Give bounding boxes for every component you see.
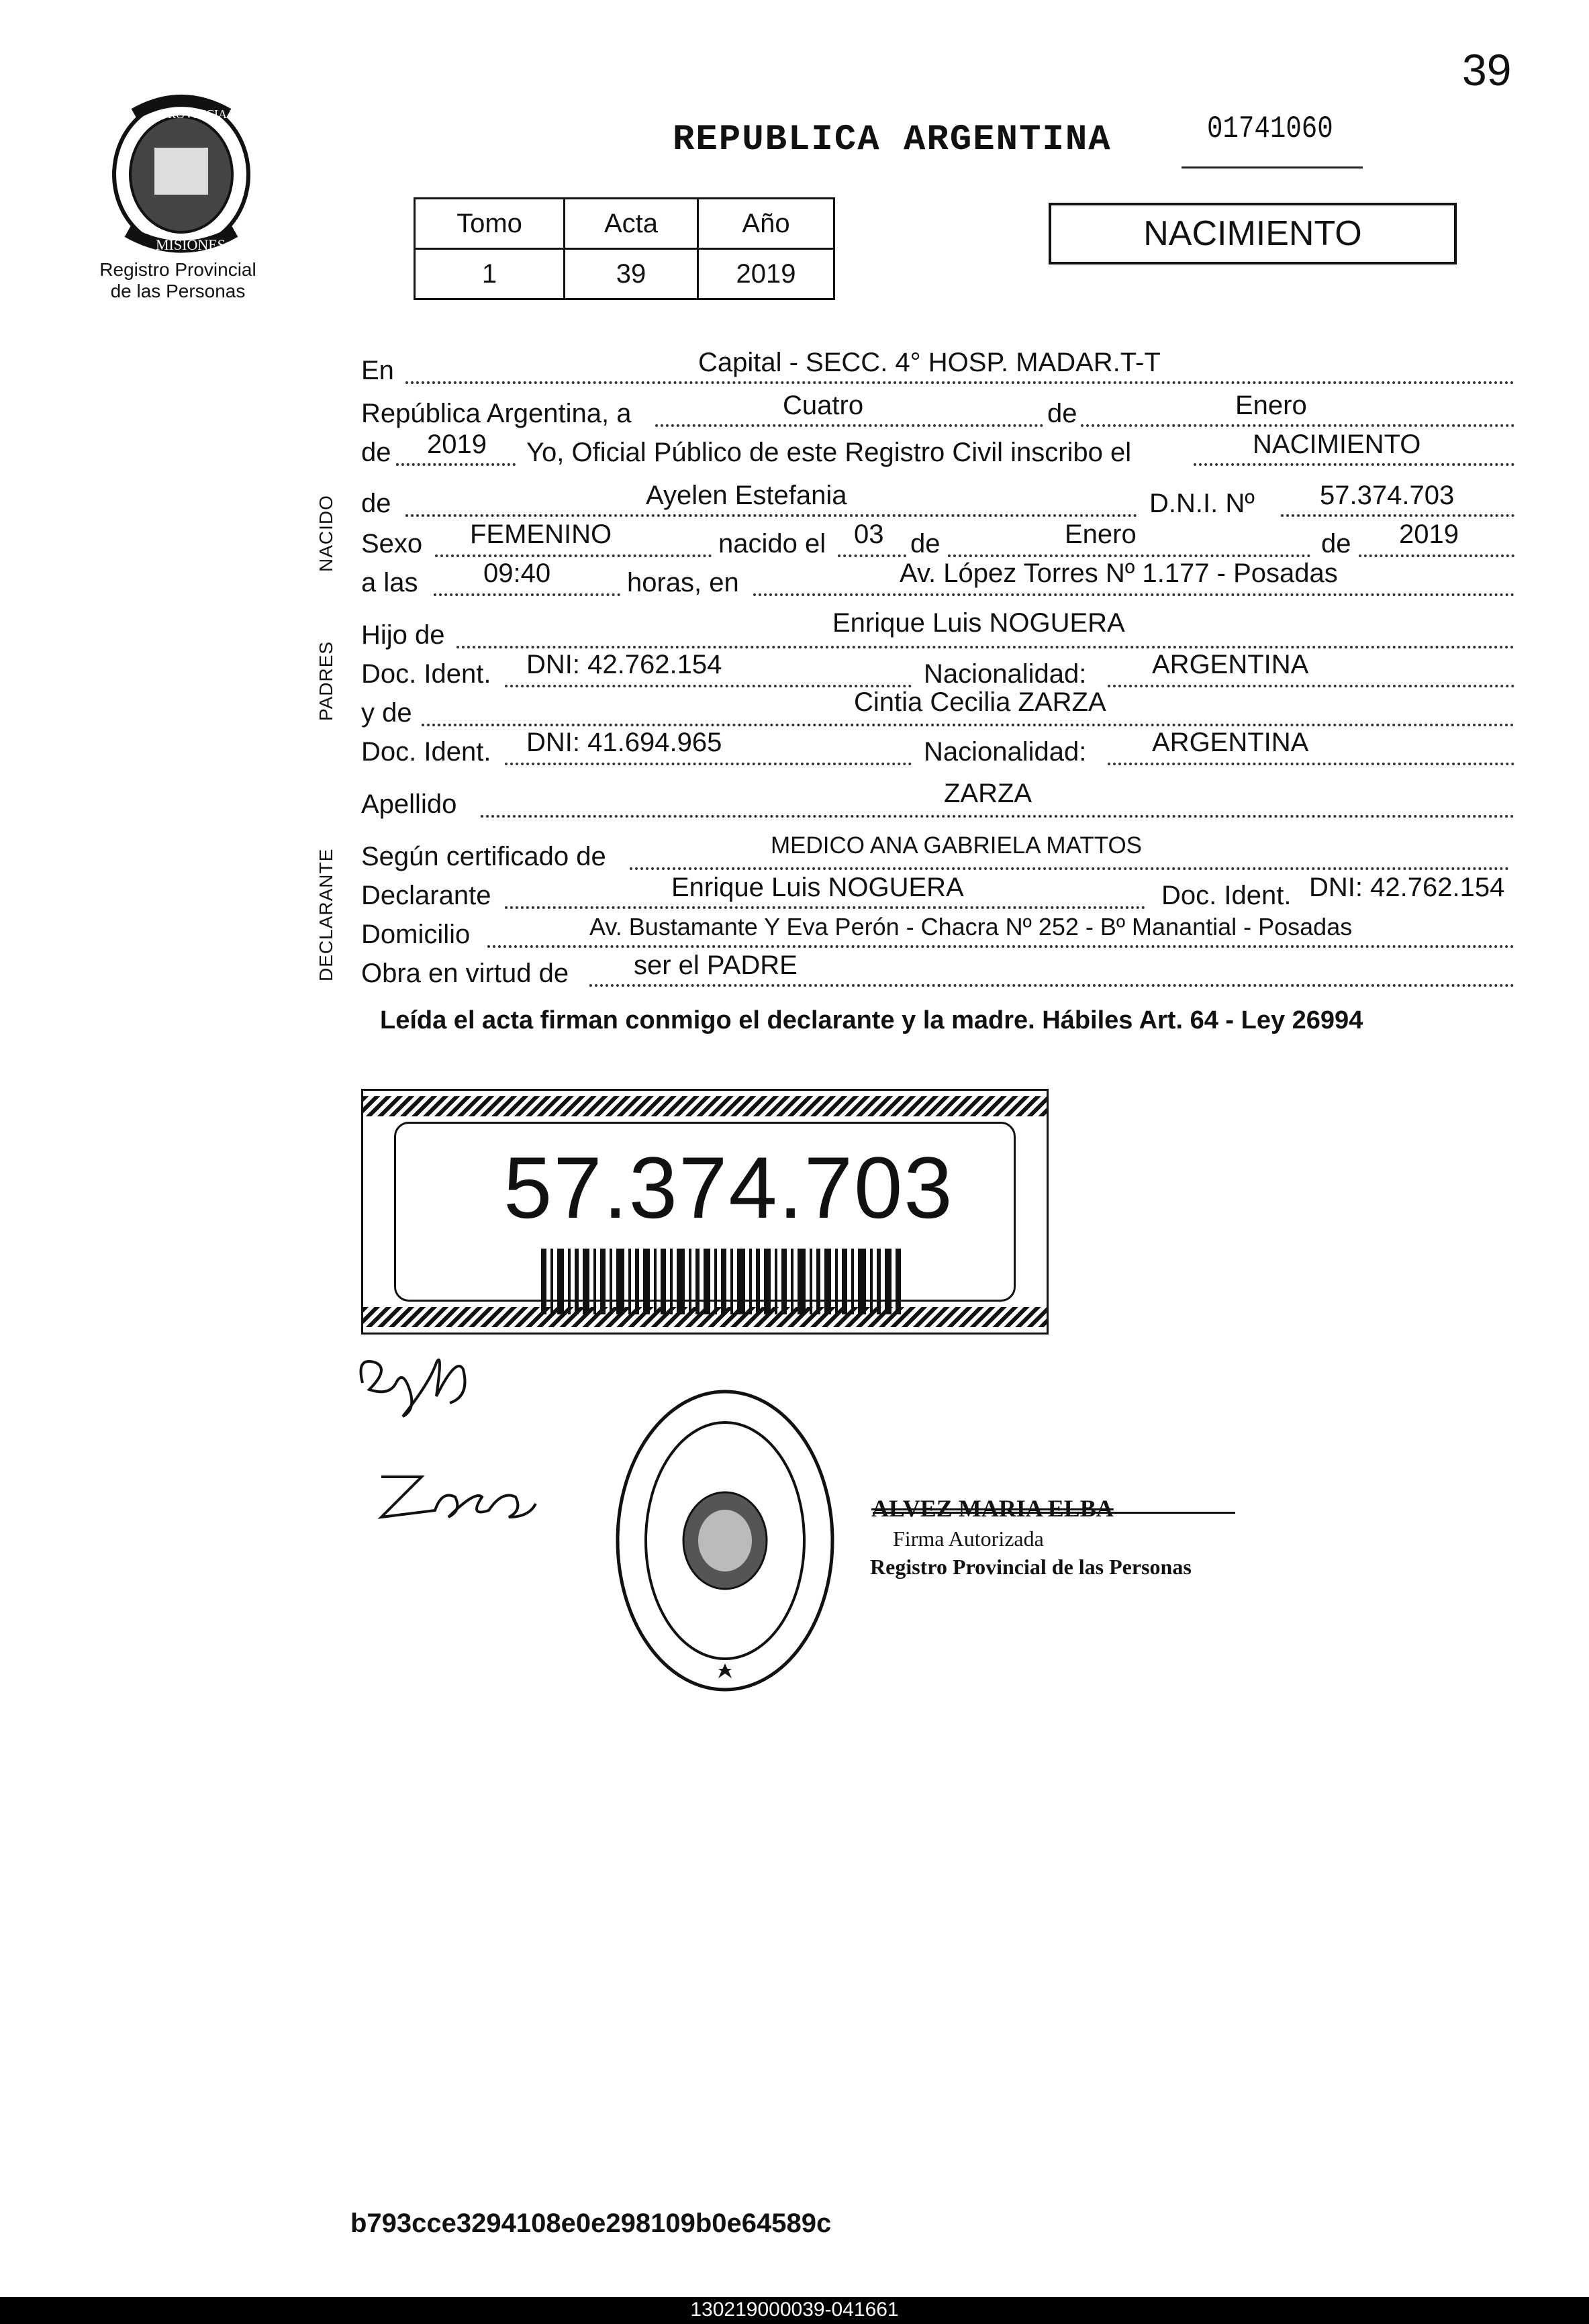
value-declarante-doc: DNI: 42.762.154 [1309, 873, 1505, 902]
value-nac-mes: Enero [1065, 520, 1137, 549]
label-de-anio2: de [1321, 529, 1351, 559]
side-label-padres: PADRES [316, 640, 336, 721]
side-label-declarante: DECLARANTE [316, 848, 336, 981]
label-nacido-el: nacido el [718, 529, 826, 559]
table-header-tomo: Tomo [415, 199, 565, 249]
value-anio: 2019 [427, 430, 487, 459]
value-dni: 57.374.703 [1320, 481, 1455, 510]
table-header-anio: Año [698, 199, 834, 249]
firma-registro: Registro Provincial de las Personas [870, 1555, 1192, 1579]
official-seal-stamp [611, 1383, 839, 1698]
value-padre-doc: DNI: 42.762.154 [526, 650, 722, 679]
signature-declarante [349, 1343, 497, 1450]
serial-underline [1182, 166, 1363, 168]
record-type-box: NACIMIENTO [1049, 203, 1457, 264]
value-domicilio: Av. Bustamante Y Eva Perón - Chacra Nº 252 - Bº Manantial - Posadas [589, 913, 1353, 940]
serial-number: 01741060 [1207, 111, 1333, 146]
tomo-acta-anio-table [414, 197, 835, 300]
label-de-dia: de [910, 529, 941, 559]
firma-autorizada: Firma Autorizada [893, 1527, 1044, 1551]
barcode-icon [541, 1249, 904, 1314]
label-domicilio: Domicilio [361, 920, 471, 949]
label-horas-en: horas, en [627, 568, 739, 597]
value-nombre: Ayelen Estefania [646, 481, 847, 510]
label-y-de: y de [361, 698, 412, 728]
label-doc-ident-1: Doc. Ident. [361, 659, 491, 689]
label-nacionalidad-1: Nacionalidad: [924, 659, 1087, 689]
table-value-acta: 39 [565, 249, 698, 299]
sticker-inner [394, 1122, 1016, 1302]
side-label-nacido: NACIDO [316, 495, 336, 572]
label-segun: Según certificado de [361, 842, 606, 871]
page-number: 39 [1462, 45, 1512, 95]
label-dni: D.N.I. Nº [1149, 489, 1255, 518]
svg-text:PROVINCIA DE: PROVINCIA DE [161, 107, 246, 121]
table-value-anio: 2019 [698, 249, 834, 299]
label-sexo: Sexo [361, 529, 423, 559]
label-republica: República Argentina, a [361, 399, 632, 428]
value-madre-nac: ARGENTINA [1152, 728, 1309, 757]
table-value-tomo: 1 [415, 249, 565, 299]
sticker-number: 57.374.703 [503, 1139, 954, 1237]
logo-caption-line1: Registro Provincial [99, 259, 256, 280]
logo-caption-line2: de las Personas [110, 281, 246, 301]
value-madre: Cintia Cecilia ZARZA [854, 687, 1106, 717]
value-nac-dia: 03 [854, 520, 884, 549]
label-nacionalidad-2: Nacionalidad: [924, 737, 1087, 767]
label-declarante: Declarante [361, 881, 491, 910]
table-header-acta: Acta [565, 199, 698, 249]
value-certificado: MEDICO ANA GABRIELA MATTOS [771, 832, 1143, 859]
footer-code: 130219000039-041661 [690, 2298, 899, 2321]
label-apellido: Apellido [361, 789, 457, 819]
label-de-nombre: de [361, 489, 391, 518]
value-dia-letras: Cuatro [783, 391, 864, 420]
value-acto: NACIMIENTO [1253, 430, 1421, 459]
value-padre-nac: ARGENTINA [1152, 650, 1309, 679]
value-madre-doc: DNI: 41.694.965 [526, 728, 722, 757]
label-a-las: a las [361, 568, 418, 597]
label-doc-ident-2: Doc. Ident. [361, 737, 491, 767]
document-hash: b793cce3294108e0e298109b0e64589c [350, 2209, 832, 2238]
country-title: REPUBLICA ARGENTINA [673, 119, 1112, 160]
value-hora: 09:40 [483, 559, 551, 588]
value-padre: Enrique Luis NOGUERA [832, 608, 1125, 638]
label-en: En [361, 356, 394, 385]
value-nac-anio: 2019 [1399, 520, 1459, 549]
label-de-mes: de [1047, 399, 1077, 428]
value-lugar-nac: Av. López Torres Nº 1.177 - Posadas [900, 559, 1338, 588]
value-mes: Enero [1235, 391, 1307, 420]
value-apellido: ZARZA [944, 779, 1032, 808]
logo-caption [67, 259, 289, 302]
value-declarante: Enrique Luis NOGUERA [671, 873, 964, 902]
label-hijo-de: Hijo de [361, 620, 445, 650]
value-lugar: Capital - SECC. 4° HOSP. MADAR.T-T [698, 348, 1161, 377]
label-de-anio: de [361, 438, 391, 467]
svg-text:MISIONES: MISIONES [156, 236, 226, 253]
label-yo-oficial: Yo, Oficial Público de este Registro Civil inscribo el [526, 438, 1132, 467]
value-sexo: FEMENINO [470, 520, 612, 549]
label-obra: Obra en virtud de [361, 959, 569, 988]
value-obra: ser el PADRE [634, 951, 798, 980]
label-doc-ident-3: Doc. Ident. [1161, 881, 1292, 910]
dni-sticker [361, 1089, 1049, 1335]
firma-name: ALVEZ MARIA ELBA [871, 1495, 1114, 1522]
leida-statement: Leída el acta firman conmigo el declarante y la madre. Hábiles Art. 64 - Ley 26994 [380, 1006, 1363, 1034]
signature-madre [368, 1450, 542, 1551]
